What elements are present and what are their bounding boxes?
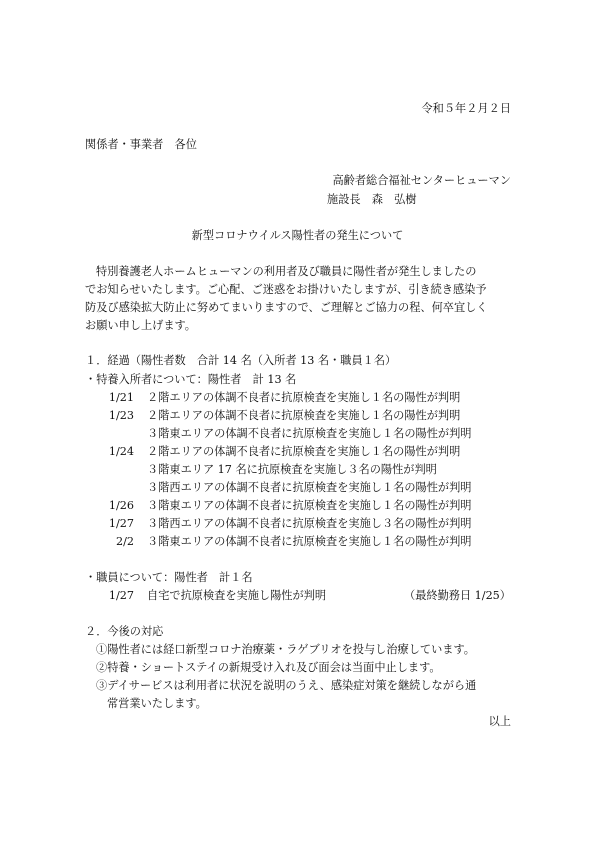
section-heading: ２．今後の対応 [85,625,164,638]
log-text: ２階エリアの体調不良者に抗原検査を実施し１名の陽性が判明 [147,409,461,422]
last-workday-note: （最終勤務日 1/25） [404,589,511,602]
log-date: 1/23 [108,409,134,422]
log-date: 1/21 [108,391,134,404]
intro-line: お願い申し上げます。 [85,319,196,332]
action-item: ③デイサービスは利用者に状況を説明のうえ、感染症対策を継続しながら通 [96,679,477,692]
log-text: ３階東エリアの体調不良者に抗原検査を実施し１名の陽性が判明 [147,535,472,548]
document-date: 令和５年２月２日 [421,102,511,115]
intro-line: 特別養護老人ホームヒューマンの利用者及び職員に陽性者が発生しましたの [96,265,477,278]
intro-line: 防及び感染拡大防止に努めてまいりますので、ご理解とご協力の程、何卒宜しく [85,301,488,314]
action-item: ②特養・ショートステイの新規受け入れ及び面会は当面中止します。 [96,661,441,674]
log-text: ２階エリアの体調不良者に抗原検査を実施し１名の陽性が判明 [147,445,461,458]
action-item: ①陽性者には経口新型コロナ治療薬・ラゲブリオを投与し治療しています。 [96,643,475,656]
log-text: ３階西エリアの体調不良者に抗原検査を実施し１名の陽性が判明 [147,481,472,494]
log-text: ３階東エリア 17 名に抗原検査を実施し３名の陽性が判明 [147,463,437,476]
log-date: 1/27 [108,589,134,602]
log-text: ３階西エリアの体調不良者に抗原検査を実施し３名の陽性が判明 [147,517,472,530]
document-title: 新型コロナウイルス陽性者の発生について [191,229,404,242]
section-heading: １．経過（陽性者数 合計 14 名（入所者 13 名・職員１名） [85,354,397,367]
log-text: ２階エリアの体調不良者に抗原検査を実施し１名の陽性が判明 [147,391,461,404]
action-item-continuation: 常営業いたします。 [107,697,207,710]
log-text: ３階東エリアの体調不良者に抗原検査を実施し１名の陽性が判明 [147,499,472,512]
log-date: 1/27 [108,517,134,530]
log-text: 自宅で抗原検査を実施し陽性が判明 [147,589,327,602]
log-date: 1/24 [108,445,134,458]
log-date: 2/2 [115,535,134,548]
addressee: 関係者・事業者 各位 [85,138,197,151]
log-date: 1/26 [108,499,134,512]
sender-name: 施設長 森 弘樹 [327,193,417,206]
log-text: ３階東エリアの体調不良者に抗原検査を実施し１名の陽性が判明 [147,427,472,440]
sender-organization: 高齢者総合福祉センターヒューマン [332,174,511,187]
intro-line: でお知らせいたします。ご心配、ご迷惑をお掛けいたしますが、引き続き感染予 [85,283,487,296]
closing-mark: 以上 [488,715,511,728]
staff-heading: ・職員について：陽性者 計１名 [85,571,253,584]
residents-heading: ・特養入所者について：陽性者 計 13 名 [85,373,297,386]
